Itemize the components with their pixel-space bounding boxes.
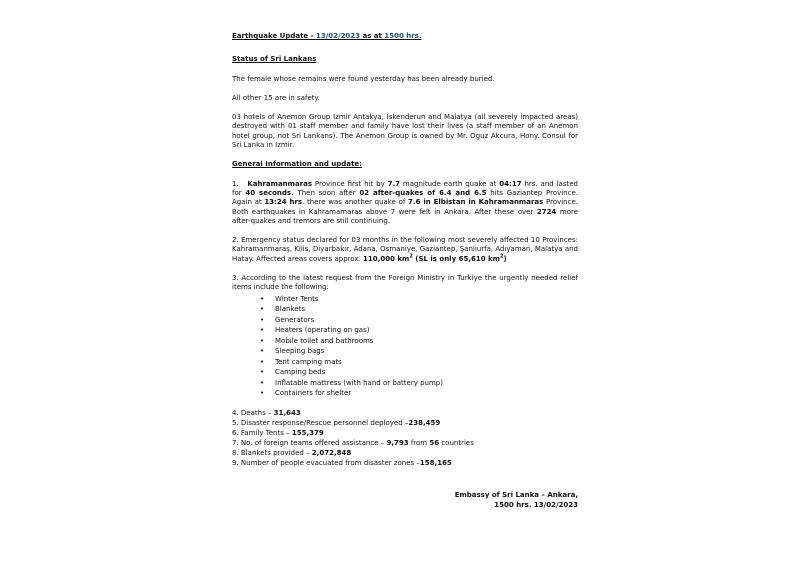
- bullet-icon: •: [260, 326, 265, 335]
- bullet-icon: •: [260, 305, 265, 314]
- point-2-paragraph: 2. Emergency status declared for 03 months in the following most severely affected 10 Provinces: Kahramanmaraş, Kilis, Diyarbakır, Adana, Osmaniye, Gaziantep, Şanlıurfa, Adıyaman, Malatya and Hatay. Affected areas covers approx. 110,000 $km^2$ (SL is only 65,610 $km^2$): [232, 236, 578, 263]
- bullet-icon: •: [260, 294, 265, 303]
- stat-blankets: 8. Blankets provided – 2,072,848: [232, 448, 352, 457]
- list-item: • Mobile toilet and bathrooms: [260, 336, 374, 345]
- statistics-list: [232, 408, 578, 468]
- list-item: • Camping beds: [260, 368, 326, 377]
- list-item: • Inflatable mattress (with hand or battery pump): [260, 378, 443, 387]
- list-item: • Heaters (operating on gas): [260, 326, 370, 335]
- point-1-paragraph: 1. Kahramanmaras Province first hit by 7.7 magnitude earth quake at 04:17 hrs. and lasted for 40 seconds. Then soon after 02 after-quakes of 6.4 and 6.5 hits Gaziantep Province. Again at 13:24 hrs. there was another quake of 7.6 in Elbistan in Kahramanmaras Province. Both earthquakes in Kahramamaras above 7 were felt in Ankara. After these over 2724 more after-quakes and tremors are still continuing.: [232, 179, 578, 225]
- document-page: [232, 32, 578, 510]
- title-prefix: Earthquake Update -: [232, 32, 316, 40]
- list-item: • Generators: [260, 315, 315, 324]
- signature-line-1: Embassy of Sri Lanka – Ankara,: [454, 490, 578, 499]
- point-3-paragraph: 3. According to the latest request from the Foreign Ministry in Turkiye the urgently needed relief items include the following:: [232, 274, 578, 292]
- bullet-icon: •: [260, 368, 265, 377]
- list-item: • Sleeping bags: [260, 347, 325, 356]
- list-item: • Blankets: [260, 305, 305, 314]
- title-middle: as at: [360, 32, 385, 40]
- general-info-heading: General Information and update:: [232, 160, 362, 169]
- title-time: 1500 hrs.: [384, 32, 422, 40]
- document-title: [232, 32, 578, 41]
- bullet-icon: •: [260, 336, 265, 345]
- stat-family-tents: 6. Family Tents – 155,379: [232, 428, 324, 437]
- bullet-icon: •: [260, 315, 265, 324]
- signature-line-2: 1500 hrs. 13/02/2023: [494, 500, 578, 509]
- list-item: • Containers for shelter: [260, 389, 352, 398]
- bullet-icon: •: [260, 357, 265, 366]
- status-paragraph-buried: The female whose remains were found yesterday has been already buried.: [232, 74, 495, 83]
- relief-items-list: [232, 294, 578, 399]
- list-item: • Winter Tents: [260, 294, 319, 303]
- bullet-icon: •: [260, 347, 265, 356]
- stat-foreign-teams: 7. No. of foreign teams offered assistance – 9,793 from 56 countries: [232, 438, 474, 447]
- status-paragraph-hotels: 03 hotels of Anemon Group Izmir Antakya, Iskenderun and Malatya (all severely impacted areas) destroyed with 01 staff member and family have lost their lives (a staff member of an Anemon hotel group, not Sri Lankans). The Anemon Group is owned by Mr. Oguz Akcura, Hony. Consul for Sri Lanka in Izmir.: [232, 113, 578, 150]
- status-heading: Status of Sri Lankans: [232, 55, 317, 64]
- stat-evacuated: 9. Number of people evacuated from disaster zones –158,165: [232, 458, 452, 467]
- status-paragraph-safety: All other 15 are in safety.: [232, 93, 320, 102]
- stat-rescue-personnel: 5. Disaster response/Rescue personnel deployed –238,459: [232, 418, 441, 427]
- signature-block: [232, 490, 578, 510]
- stat-deaths: 4. Deaths – 31,643: [232, 408, 301, 417]
- title-date: 13/02/2023: [315, 32, 361, 40]
- bullet-icon: •: [260, 378, 265, 387]
- bullet-icon: •: [260, 389, 265, 398]
- list-item: • Tent camping mats: [260, 357, 342, 366]
